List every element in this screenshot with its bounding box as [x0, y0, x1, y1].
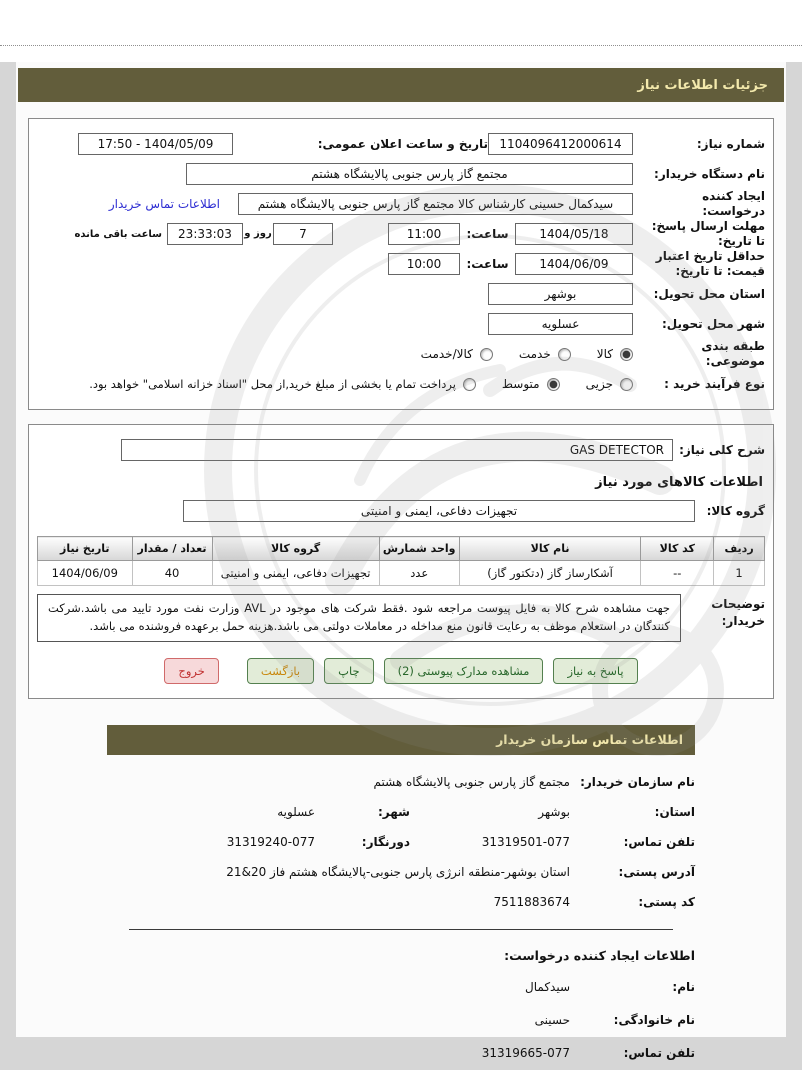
need-desc-label: شرح کلی نیاز: — [679, 442, 765, 457]
row-creator-phone — [107, 1037, 695, 1070]
action-buttons-row — [37, 658, 765, 684]
time-remaining-box: 23:33:03 — [167, 223, 243, 245]
radio-goods-label: کالا — [596, 347, 613, 361]
last-name-label: نام خانوادگی: — [613, 1013, 695, 1028]
days-remaining-box: 7 — [273, 223, 333, 245]
view-attachments-button[interactable]: مشاهده مدارک پیوستی (2) — [384, 658, 544, 684]
radio-treasury-label: پرداخت تمام یا بخشی از مبلغ خرید,از محل "اسناد خزانه اسلامی" خواهد بود. — [89, 377, 456, 391]
back-button[interactable]: بازگشت — [247, 658, 314, 684]
delivery-city-field[interactable]: عسلویه — [488, 313, 633, 335]
row-subject-category — [37, 339, 765, 369]
col-unit: واحد شمارش — [379, 537, 459, 561]
last-name-value: حسینی — [534, 1013, 570, 1028]
need-desc-field[interactable]: GAS DETECTOR — [121, 439, 673, 461]
section-divider — [129, 929, 673, 930]
city-value: عسلویه — [277, 804, 315, 819]
items-table — [37, 536, 765, 586]
items-table-row — [38, 561, 765, 586]
price-validity-time-field[interactable]: 10:00 — [388, 253, 460, 275]
city-label: شهر: — [378, 804, 410, 819]
price-validity-time-label: ساعت: — [466, 256, 509, 271]
row-phone-fax — [107, 827, 695, 857]
reply-deadline-time-label: ساعت: — [466, 226, 509, 241]
postal-code-label: کد پستی: — [638, 894, 695, 909]
radio-service-label: خدمت — [518, 347, 551, 361]
radio-goods-service-label: کالا/خدمت — [420, 347, 473, 361]
cell-row-index: 1 — [714, 561, 765, 586]
buyer-remarks-text: جهت مشاهده شرح کالا به فایل پیوست مراجعه شود .فقط شرکت های موجود در AVL وزارت نفت مورد تایید می باشد.شرکت کنندگان در استعلام موظف به رعایت قانون منع مداخله در معاملات دولتی می باشد.هزینه حمل برعهده فروشنده می باشد. — [37, 594, 681, 642]
section-header-need-details — [18, 68, 784, 102]
subject-category-label: طبقه بندی موضوعی: — [701, 339, 765, 368]
row-last-name — [107, 1004, 695, 1037]
price-validity-date-field[interactable]: 1404/06/09 — [515, 253, 633, 275]
first-name-value: سیدکمال — [525, 980, 570, 995]
col-item-code: کد کالا — [641, 537, 714, 561]
delivery-city-label: شهر محل تحویل: — [661, 316, 765, 331]
need-details-panel — [28, 118, 774, 410]
col-quantity: تعداد / مقدار — [132, 537, 212, 561]
col-item-name: نام کالا — [459, 537, 641, 561]
row-delivery-city — [37, 309, 765, 339]
org-name-label: نام سازمان خریدار: — [580, 774, 695, 789]
items-table-header-row — [38, 537, 765, 561]
cell-quantity: 40 — [132, 561, 212, 586]
purchase-process-label: نوع فرآیند خرید : — [664, 376, 765, 391]
dotted-divider — [0, 45, 802, 46]
row-need-number — [37, 129, 765, 159]
requester-label: ایجاد کننده درخواست: — [702, 189, 765, 218]
announce-datetime-field[interactable]: 17:50 - 1404/05/09 — [78, 133, 233, 155]
col-group: گروه کالا — [212, 537, 379, 561]
row-postal-address — [107, 857, 695, 887]
delivery-province-field[interactable]: بوشهر — [488, 283, 633, 305]
row-item-group — [37, 496, 765, 526]
creator-phone-value: 31319665-077 — [481, 1046, 570, 1061]
row-price-validity — [37, 249, 765, 279]
postal-address-value: استان بوشهر-منطقه انرژی پارس جنوبی-پالایشگاه هشتم فاز 20&21 — [226, 864, 570, 879]
radio-goods-icon[interactable] — [620, 348, 633, 361]
radio-medium-icon[interactable] — [547, 378, 560, 391]
radio-goods-service-icon[interactable] — [480, 348, 493, 361]
section-header-buyer-contact — [107, 725, 695, 755]
time-remaining-label: ساعت باقی مانده — [74, 228, 162, 240]
cell-need-date: 1404/06/09 — [38, 561, 133, 586]
reply-deadline-label: مهلت ارسال پاسخ: تا تاریخ: — [651, 219, 765, 248]
cell-item-code: -- — [641, 561, 714, 586]
radio-treasury-icon[interactable] — [463, 378, 476, 391]
items-heading: اطلاعات کالاهای مورد نیاز — [595, 475, 763, 490]
creator-section-title: اطلاعات ایجاد کننده درخواست: — [504, 947, 695, 963]
row-org-name — [107, 767, 695, 797]
buyer-contact-block — [107, 767, 695, 1070]
radio-option-medium[interactable] — [502, 377, 560, 391]
row-first-name — [107, 971, 695, 1004]
row-delivery-province — [37, 279, 765, 309]
need-items-panel — [28, 424, 774, 699]
row-reply-deadline — [37, 219, 765, 249]
delivery-province-label: استان محل تحویل: — [653, 286, 765, 301]
reply-deadline-time-field[interactable]: 11:00 — [388, 223, 460, 245]
row-purchase-process — [37, 369, 765, 399]
phone-value: 31319501-077 — [481, 834, 570, 849]
creator-phone-label: تلفن تماس: — [623, 1046, 695, 1061]
section-title: اطلاعات تماس سازمان خریدار — [496, 732, 683, 748]
radio-medium-label: متوسط — [501, 377, 540, 391]
radio-option-minor[interactable] — [586, 377, 633, 391]
need-number-field[interactable]: 1104096412000614 — [488, 133, 633, 155]
postal-address-label: آدرس پستی: — [618, 864, 695, 879]
radio-option-goods[interactable] — [597, 347, 633, 361]
row-buyer-remarks — [37, 594, 765, 642]
radio-minor-label: جزیی — [585, 377, 613, 391]
row-need-desc — [37, 435, 765, 465]
print-button[interactable]: چاپ — [324, 658, 373, 684]
reply-to-need-button[interactable]: پاسخ به نیاز — [553, 658, 637, 684]
cell-group: تجهیزات دفاعی، ایمنی و امنیتی — [212, 561, 379, 586]
cell-unit: عدد — [379, 561, 459, 586]
fax-label: دورنگار: — [361, 834, 410, 849]
province-value: بوشهر — [538, 804, 570, 819]
days-remaining-label: روز و — [244, 228, 272, 239]
col-row-index: ردیف — [714, 537, 765, 561]
section-title: جزئیات اطلاعات نیاز — [637, 77, 768, 93]
requester-field[interactable]: سیدکمال حسینی کارشناس کالا مجتمع گاز پارس جنوبی پالایشگاه هشتم — [238, 193, 633, 215]
radio-minor-icon[interactable] — [620, 378, 633, 391]
radio-service-icon[interactable] — [558, 348, 571, 361]
top-strip — [0, 0, 802, 62]
buyer-remarks-label: توضیحات خریدار: — [711, 597, 765, 628]
need-number-label: شماره نیاز: — [696, 136, 765, 151]
row-province-city — [107, 797, 695, 827]
col-need-date: تاریخ نیاز — [38, 537, 133, 561]
postal-code-value: 7511883674 — [493, 894, 570, 909]
buyer-org-field[interactable]: مجتمع گاز پارس جنوبی پالایشگاه هشتم — [186, 163, 633, 185]
radio-option-goods-service[interactable] — [421, 347, 493, 361]
row-requester — [37, 189, 765, 219]
first-name-label: نام: — [672, 980, 695, 995]
exit-button[interactable]: خروج — [164, 658, 218, 684]
province-label: استان: — [654, 804, 695, 819]
price-validity-label: حداقل تاریخ اعتبار قیمت: تا تاریخ: — [655, 249, 765, 278]
radio-option-treasury[interactable] — [89, 377, 476, 391]
reply-deadline-date-field[interactable]: 1404/05/18 — [515, 223, 633, 245]
announce-datetime-label: تاریخ و ساعت اعلان عمومی: — [317, 136, 488, 151]
item-group-field[interactable]: تجهیزات دفاعی، ایمنی و امنیتی — [183, 500, 695, 522]
buyer-org-label: نام دستگاه خریدار: — [654, 166, 765, 181]
item-group-label: گروه کالا: — [706, 503, 765, 518]
fax-value: 31319240-077 — [226, 834, 315, 849]
cell-item-name: آشکارساز گاز (دتکتور گاز) — [459, 561, 641, 586]
row-postal-code — [107, 887, 695, 917]
row-buyer-org — [37, 159, 765, 189]
phone-label: تلفن تماس: — [623, 834, 695, 849]
buyer-contact-link[interactable]: اطلاعات تماس خریدار — [108, 197, 220, 211]
page-body — [16, 62, 786, 1061]
org-name-value: مجتمع گاز پارس جنوبی پالایشگاه هشتم — [373, 774, 570, 789]
radio-option-service[interactable] — [519, 347, 571, 361]
